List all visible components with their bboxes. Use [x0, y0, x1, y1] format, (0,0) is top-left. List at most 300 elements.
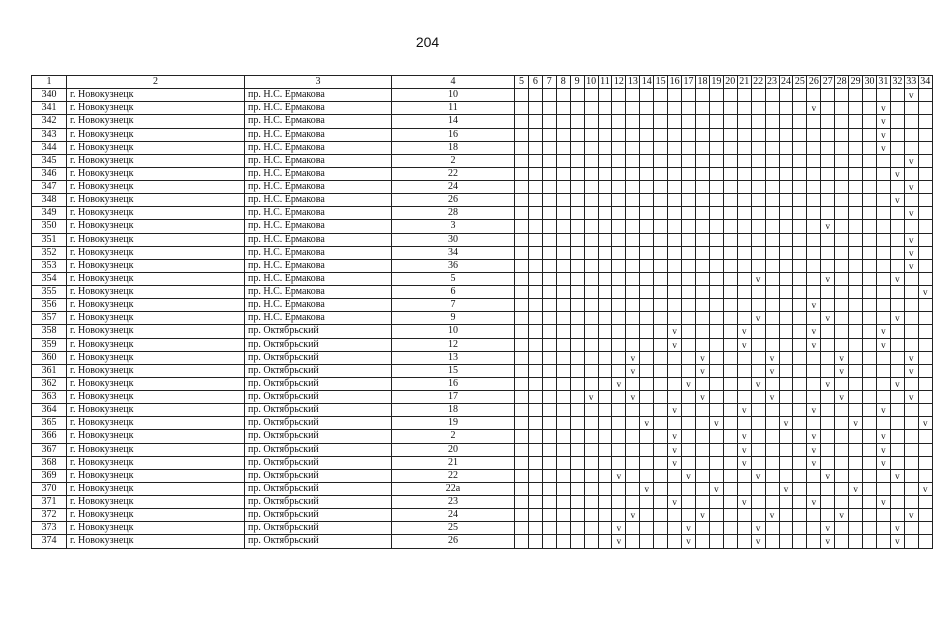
schedule-cell-24 — [779, 404, 793, 417]
schedule-cell-21 — [737, 128, 751, 141]
schedule-cell-7 — [542, 154, 556, 167]
row-street: пр. Н.С. Ермакова — [245, 194, 392, 207]
schedule-cell-19 — [709, 89, 723, 102]
schedule-cell-34 — [918, 246, 932, 259]
schedule-cell-9 — [570, 259, 584, 272]
row-house: 5 — [392, 272, 515, 285]
schedule-cell-7 — [542, 338, 556, 351]
row-house: 21 — [392, 456, 515, 469]
schedule-cell-33 — [904, 299, 918, 312]
schedule-cell-10 — [584, 115, 598, 128]
row-street: пр. Н.С. Ермакова — [245, 233, 392, 246]
schedule-cell-15 — [654, 443, 668, 456]
schedule-cell-10 — [584, 154, 598, 167]
schedule-cell-19 — [709, 220, 723, 233]
row-house: 22 — [392, 469, 515, 482]
schedule-cell-10 — [584, 496, 598, 509]
schedule-cell-17 — [682, 154, 696, 167]
schedule-cell-18 — [695, 312, 709, 325]
schedule-cell-14 — [640, 154, 654, 167]
schedule-cell-19 — [709, 430, 723, 443]
schedule-cell-28 — [835, 246, 849, 259]
schedule-cell-24 — [779, 312, 793, 325]
row-house: 26 — [392, 194, 515, 207]
schedule-cell-16 — [668, 115, 682, 128]
schedule-cell-5 — [515, 522, 529, 535]
schedule-cell-12 — [612, 128, 626, 141]
schedule-cell-25 — [793, 181, 807, 194]
schedule-mark: v — [807, 430, 821, 443]
schedule-cell-7 — [542, 391, 556, 404]
schedule-mark: v — [904, 89, 918, 102]
schedule-cell-32 — [890, 391, 904, 404]
table-row — [32, 482, 933, 495]
schedule-cell-14 — [640, 272, 654, 285]
schedule-cell-9 — [570, 430, 584, 443]
column-header-1: 1 — [32, 76, 67, 89]
schedule-cell-13 — [626, 377, 640, 390]
schedule-cell-24 — [779, 181, 793, 194]
column-header-28: 28 — [836, 76, 847, 88]
schedule-cell-6 — [528, 220, 542, 233]
schedule-cell-19 — [709, 377, 723, 390]
schedule-cell-25 — [793, 469, 807, 482]
schedule-cell-12 — [612, 391, 626, 404]
schedule-mark: v — [890, 522, 904, 535]
schedule-cell-11 — [598, 115, 612, 128]
schedule-cell-30 — [863, 377, 877, 390]
schedule-cell-22 — [751, 299, 765, 312]
schedule-mark: v — [626, 364, 640, 377]
schedule-cell-5 — [515, 391, 529, 404]
schedule-cell-15 — [654, 167, 668, 180]
schedule-cell-5 — [515, 89, 529, 102]
schedule-mark: v — [876, 102, 890, 115]
schedule-cell-33 — [904, 443, 918, 456]
schedule-cell-15 — [654, 194, 668, 207]
schedule-cell-17 — [682, 417, 696, 430]
row-city: г. Новокузнецк — [67, 325, 245, 338]
schedule-cell-11 — [598, 194, 612, 207]
schedule-cell-11 — [598, 391, 612, 404]
schedule-cell-28 — [835, 233, 849, 246]
schedule-cell-13 — [626, 259, 640, 272]
schedule-cell-13 — [626, 535, 640, 548]
schedule-cell-25 — [793, 377, 807, 390]
schedule-cell-31 — [876, 286, 890, 299]
row-house: 16 — [392, 128, 515, 141]
schedule-cell-14 — [640, 259, 654, 272]
schedule-cell-6 — [528, 233, 542, 246]
schedule-cell-29 — [849, 194, 863, 207]
schedule-cell-14 — [640, 115, 654, 128]
schedule-cell-5 — [515, 154, 529, 167]
schedule-cell-14 — [640, 469, 654, 482]
schedule-cell-6 — [528, 522, 542, 535]
schedule-cell-31 — [876, 391, 890, 404]
schedule-cell-5 — [515, 102, 529, 115]
schedule-cell-6 — [528, 535, 542, 548]
schedule-cell-22 — [751, 417, 765, 430]
schedule-cell-11 — [598, 312, 612, 325]
schedule-cell-12 — [612, 496, 626, 509]
row-number: 373 — [32, 522, 67, 535]
schedule-cell-22 — [751, 181, 765, 194]
schedule-mark: v — [904, 351, 918, 364]
schedule-cell-8 — [556, 391, 570, 404]
schedule-mark: v — [835, 391, 849, 404]
schedule-cell-8 — [556, 443, 570, 456]
schedule-cell-7 — [542, 272, 556, 285]
schedule-cell-24 — [779, 89, 793, 102]
row-house: 28 — [392, 207, 515, 220]
schedule-cell-32 — [890, 430, 904, 443]
schedule-mark: v — [612, 469, 626, 482]
schedule-cell-12 — [612, 509, 626, 522]
schedule-cell-5 — [515, 194, 529, 207]
schedule-cell-30 — [863, 325, 877, 338]
schedule-cell-32 — [890, 299, 904, 312]
schedule-cell-8 — [556, 469, 570, 482]
table-header-row — [32, 76, 933, 89]
schedule-cell-27 — [821, 482, 835, 495]
schedule-cell-16 — [668, 417, 682, 430]
schedule-cell-14 — [640, 246, 654, 259]
schedule-cell-31 — [876, 509, 890, 522]
schedule-cell-18 — [695, 89, 709, 102]
schedule-cell-11 — [598, 141, 612, 154]
schedule-cell-8 — [556, 286, 570, 299]
schedule-cell-34 — [918, 312, 932, 325]
schedule-cell-13 — [626, 220, 640, 233]
schedule-cell-30 — [863, 509, 877, 522]
schedule-cell-8 — [556, 325, 570, 338]
schedule-mark: v — [904, 233, 918, 246]
schedule-cell-32 — [890, 482, 904, 495]
schedule-cell-14 — [640, 128, 654, 141]
schedule-cell-6 — [528, 89, 542, 102]
schedule-cell-6 — [528, 259, 542, 272]
schedule-cell-34 — [918, 351, 932, 364]
schedule-cell-16 — [668, 364, 682, 377]
row-house: 14 — [392, 115, 515, 128]
schedule-cell-13 — [626, 469, 640, 482]
schedule-mark: v — [682, 377, 696, 390]
schedule-cell-30 — [863, 89, 877, 102]
schedule-cell-25 — [793, 351, 807, 364]
schedule-cell-9 — [570, 417, 584, 430]
schedule-cell-21 — [737, 522, 751, 535]
schedule-mark: v — [682, 469, 696, 482]
table-row — [32, 233, 933, 246]
schedule-cell-18 — [695, 338, 709, 351]
schedule-cell-17 — [682, 430, 696, 443]
schedule-cell-16 — [668, 194, 682, 207]
schedule-cell-18 — [695, 325, 709, 338]
schedule-cell-23 — [765, 312, 779, 325]
table-row — [32, 469, 933, 482]
schedule-cell-13 — [626, 482, 640, 495]
column-header-22: 22 — [753, 76, 764, 88]
schedule-cell-11 — [598, 233, 612, 246]
schedule-cell-13 — [626, 417, 640, 430]
schedule-cell-23 — [765, 325, 779, 338]
schedule-cell-29 — [849, 128, 863, 141]
schedule-cell-17 — [682, 404, 696, 417]
schedule-cell-15 — [654, 364, 668, 377]
schedule-cell-11 — [598, 246, 612, 259]
schedule-cell-30 — [863, 469, 877, 482]
schedule-cell-20 — [723, 391, 737, 404]
schedule-cell-17 — [682, 443, 696, 456]
schedule-cell-20 — [723, 430, 737, 443]
schedule-cell-21 — [737, 181, 751, 194]
row-number: 351 — [32, 233, 67, 246]
schedule-cell-7 — [542, 509, 556, 522]
schedule-cell-11 — [598, 482, 612, 495]
schedule-cell-27 — [821, 404, 835, 417]
schedule-cell-6 — [528, 128, 542, 141]
row-street: пр. Н.С. Ермакова — [245, 102, 392, 115]
schedule-cell-9 — [570, 509, 584, 522]
row-house: 18 — [392, 404, 515, 417]
schedule-cell-19 — [709, 102, 723, 115]
schedule-cell-26 — [807, 522, 821, 535]
schedule-cell-11 — [598, 89, 612, 102]
schedule-cell-21 — [737, 286, 751, 299]
schedule-cell-9 — [570, 482, 584, 495]
schedule-cell-14 — [640, 102, 654, 115]
schedule-cell-5 — [515, 482, 529, 495]
row-number: 370 — [32, 482, 67, 495]
schedule-cell-10 — [584, 417, 598, 430]
schedule-cell-6 — [528, 102, 542, 115]
schedule-cell-17 — [682, 312, 696, 325]
schedule-cell-32 — [890, 417, 904, 430]
schedule-cell-24 — [779, 391, 793, 404]
schedule-cell-27 — [821, 443, 835, 456]
schedule-cell-21 — [737, 194, 751, 207]
schedule-cell-9 — [570, 338, 584, 351]
schedule-cell-19 — [709, 167, 723, 180]
schedule-cell-30 — [863, 220, 877, 233]
schedule-mark: v — [890, 377, 904, 390]
schedule-cell-16 — [668, 391, 682, 404]
schedule-cell-10 — [584, 89, 598, 102]
row-number: 352 — [32, 246, 67, 259]
schedule-cell-8 — [556, 299, 570, 312]
schedule-cell-5 — [515, 233, 529, 246]
row-city: г. Новокузнецк — [67, 128, 245, 141]
schedule-cell-19 — [709, 286, 723, 299]
schedule-cell-9 — [570, 443, 584, 456]
schedule-cell-17 — [682, 233, 696, 246]
schedule-cell-30 — [863, 299, 877, 312]
schedule-cell-21 — [737, 377, 751, 390]
schedule-cell-26 — [807, 194, 821, 207]
page-number: 204 — [415, 34, 440, 50]
schedule-cell-15 — [654, 496, 668, 509]
schedule-cell-34 — [918, 430, 932, 443]
schedule-cell-14 — [640, 509, 654, 522]
row-number: 359 — [32, 338, 67, 351]
schedule-mark: v — [821, 377, 835, 390]
schedule-cell-15 — [654, 299, 668, 312]
schedule-mark: v — [821, 272, 835, 285]
schedule-cell-30 — [863, 128, 877, 141]
schedule-cell-6 — [528, 299, 542, 312]
schedule-cell-5 — [515, 272, 529, 285]
schedule-cell-9 — [570, 299, 584, 312]
schedule-mark: v — [904, 207, 918, 220]
table-row — [32, 351, 933, 364]
schedule-cell-23 — [765, 89, 779, 102]
schedule-cell-13 — [626, 496, 640, 509]
row-number: 368 — [32, 456, 67, 469]
schedule-cell-30 — [863, 312, 877, 325]
schedule-cell-20 — [723, 233, 737, 246]
schedule-mark: v — [890, 535, 904, 548]
row-number: 341 — [32, 102, 67, 115]
row-house: 24 — [392, 509, 515, 522]
schedule-mark: v — [849, 482, 863, 495]
schedule-cell-25 — [793, 312, 807, 325]
schedule-cell-29 — [849, 404, 863, 417]
schedule-cell-15 — [654, 377, 668, 390]
schedule-cell-10 — [584, 167, 598, 180]
schedule-cell-21 — [737, 364, 751, 377]
schedule-cell-29 — [849, 220, 863, 233]
schedule-cell-13 — [626, 102, 640, 115]
schedule-cell-33 — [904, 522, 918, 535]
schedule-cell-12 — [612, 233, 626, 246]
schedule-cell-12 — [612, 338, 626, 351]
schedule-cell-28 — [835, 128, 849, 141]
schedule-cell-26 — [807, 272, 821, 285]
schedule-cell-12 — [612, 154, 626, 167]
schedule-cell-26 — [807, 286, 821, 299]
row-city: г. Новокузнецк — [67, 351, 245, 364]
schedule-cell-22 — [751, 194, 765, 207]
schedule-cell-19 — [709, 456, 723, 469]
row-house: 12 — [392, 338, 515, 351]
schedule-cell-5 — [515, 128, 529, 141]
schedule-cell-5 — [515, 338, 529, 351]
schedule-cell-33 — [904, 102, 918, 115]
schedule-cell-15 — [654, 89, 668, 102]
schedule-cell-23 — [765, 128, 779, 141]
schedule-cell-7 — [542, 312, 556, 325]
schedule-mark: v — [751, 469, 765, 482]
schedule-cell-12 — [612, 259, 626, 272]
schedule-cell-5 — [515, 312, 529, 325]
schedule-cell-11 — [598, 220, 612, 233]
schedule-cell-16 — [668, 154, 682, 167]
row-house: 10 — [392, 325, 515, 338]
row-house: 20 — [392, 443, 515, 456]
schedule-cell-7 — [542, 141, 556, 154]
schedule-cell-7 — [542, 233, 556, 246]
row-street: пр. Октябрьский — [245, 430, 392, 443]
schedule-cell-31 — [876, 89, 890, 102]
schedule-cell-27 — [821, 286, 835, 299]
table-row — [32, 430, 933, 443]
schedule-cell-17 — [682, 456, 696, 469]
schedule-cell-6 — [528, 167, 542, 180]
schedule-cell-19 — [709, 128, 723, 141]
schedule-cell-34 — [918, 338, 932, 351]
schedule-cell-16 — [668, 181, 682, 194]
schedule-cell-13 — [626, 272, 640, 285]
schedule-cell-9 — [570, 102, 584, 115]
schedule-cell-26 — [807, 89, 821, 102]
schedule-cell-30 — [863, 286, 877, 299]
schedule-cell-19 — [709, 522, 723, 535]
schedule-cell-28 — [835, 417, 849, 430]
schedule-cell-17 — [682, 351, 696, 364]
row-house: 2 — [392, 430, 515, 443]
schedule-cell-28 — [835, 154, 849, 167]
row-street: пр. Н.С. Ермакова — [245, 220, 392, 233]
schedule-cell-8 — [556, 312, 570, 325]
schedule-cell-9 — [570, 220, 584, 233]
schedule-cell-13 — [626, 338, 640, 351]
schedule-cell-26 — [807, 417, 821, 430]
row-house: 36 — [392, 259, 515, 272]
schedule-cell-28 — [835, 404, 849, 417]
column-header-14: 14 — [641, 76, 652, 88]
schedule-cell-18 — [695, 286, 709, 299]
row-number: 364 — [32, 404, 67, 417]
schedule-cell-7 — [542, 128, 556, 141]
schedule-cell-27 — [821, 299, 835, 312]
schedule-cell-28 — [835, 181, 849, 194]
row-street: пр. Октябрьский — [245, 364, 392, 377]
schedule-cell-7 — [542, 535, 556, 548]
schedule-cell-19 — [709, 299, 723, 312]
schedule-cell-22 — [751, 286, 765, 299]
schedule-cell-16 — [668, 482, 682, 495]
schedule-cell-32 — [890, 115, 904, 128]
schedule-cell-5 — [515, 141, 529, 154]
row-city: г. Новокузнецк — [67, 469, 245, 482]
schedule-mark: v — [668, 325, 682, 338]
schedule-cell-18 — [695, 482, 709, 495]
schedule-mark: v — [640, 482, 654, 495]
schedule-cell-12 — [612, 220, 626, 233]
schedule-cell-23 — [765, 496, 779, 509]
schedule-cell-18 — [695, 469, 709, 482]
schedule-cell-27 — [821, 430, 835, 443]
schedule-cell-31 — [876, 364, 890, 377]
schedule-cell-30 — [863, 207, 877, 220]
schedule-cell-30 — [863, 351, 877, 364]
schedule-cell-32 — [890, 181, 904, 194]
schedule-cell-23 — [765, 102, 779, 115]
schedule-cell-8 — [556, 89, 570, 102]
schedule-cell-33 — [904, 167, 918, 180]
schedule-cell-25 — [793, 299, 807, 312]
row-house: 6 — [392, 286, 515, 299]
table-row — [32, 417, 933, 430]
schedule-cell-29 — [849, 246, 863, 259]
schedule-cell-5 — [515, 404, 529, 417]
schedule-cell-27 — [821, 325, 835, 338]
schedule-cell-31 — [876, 522, 890, 535]
schedule-cell-28 — [835, 167, 849, 180]
schedule-cell-9 — [570, 89, 584, 102]
schedule-cell-29 — [849, 509, 863, 522]
